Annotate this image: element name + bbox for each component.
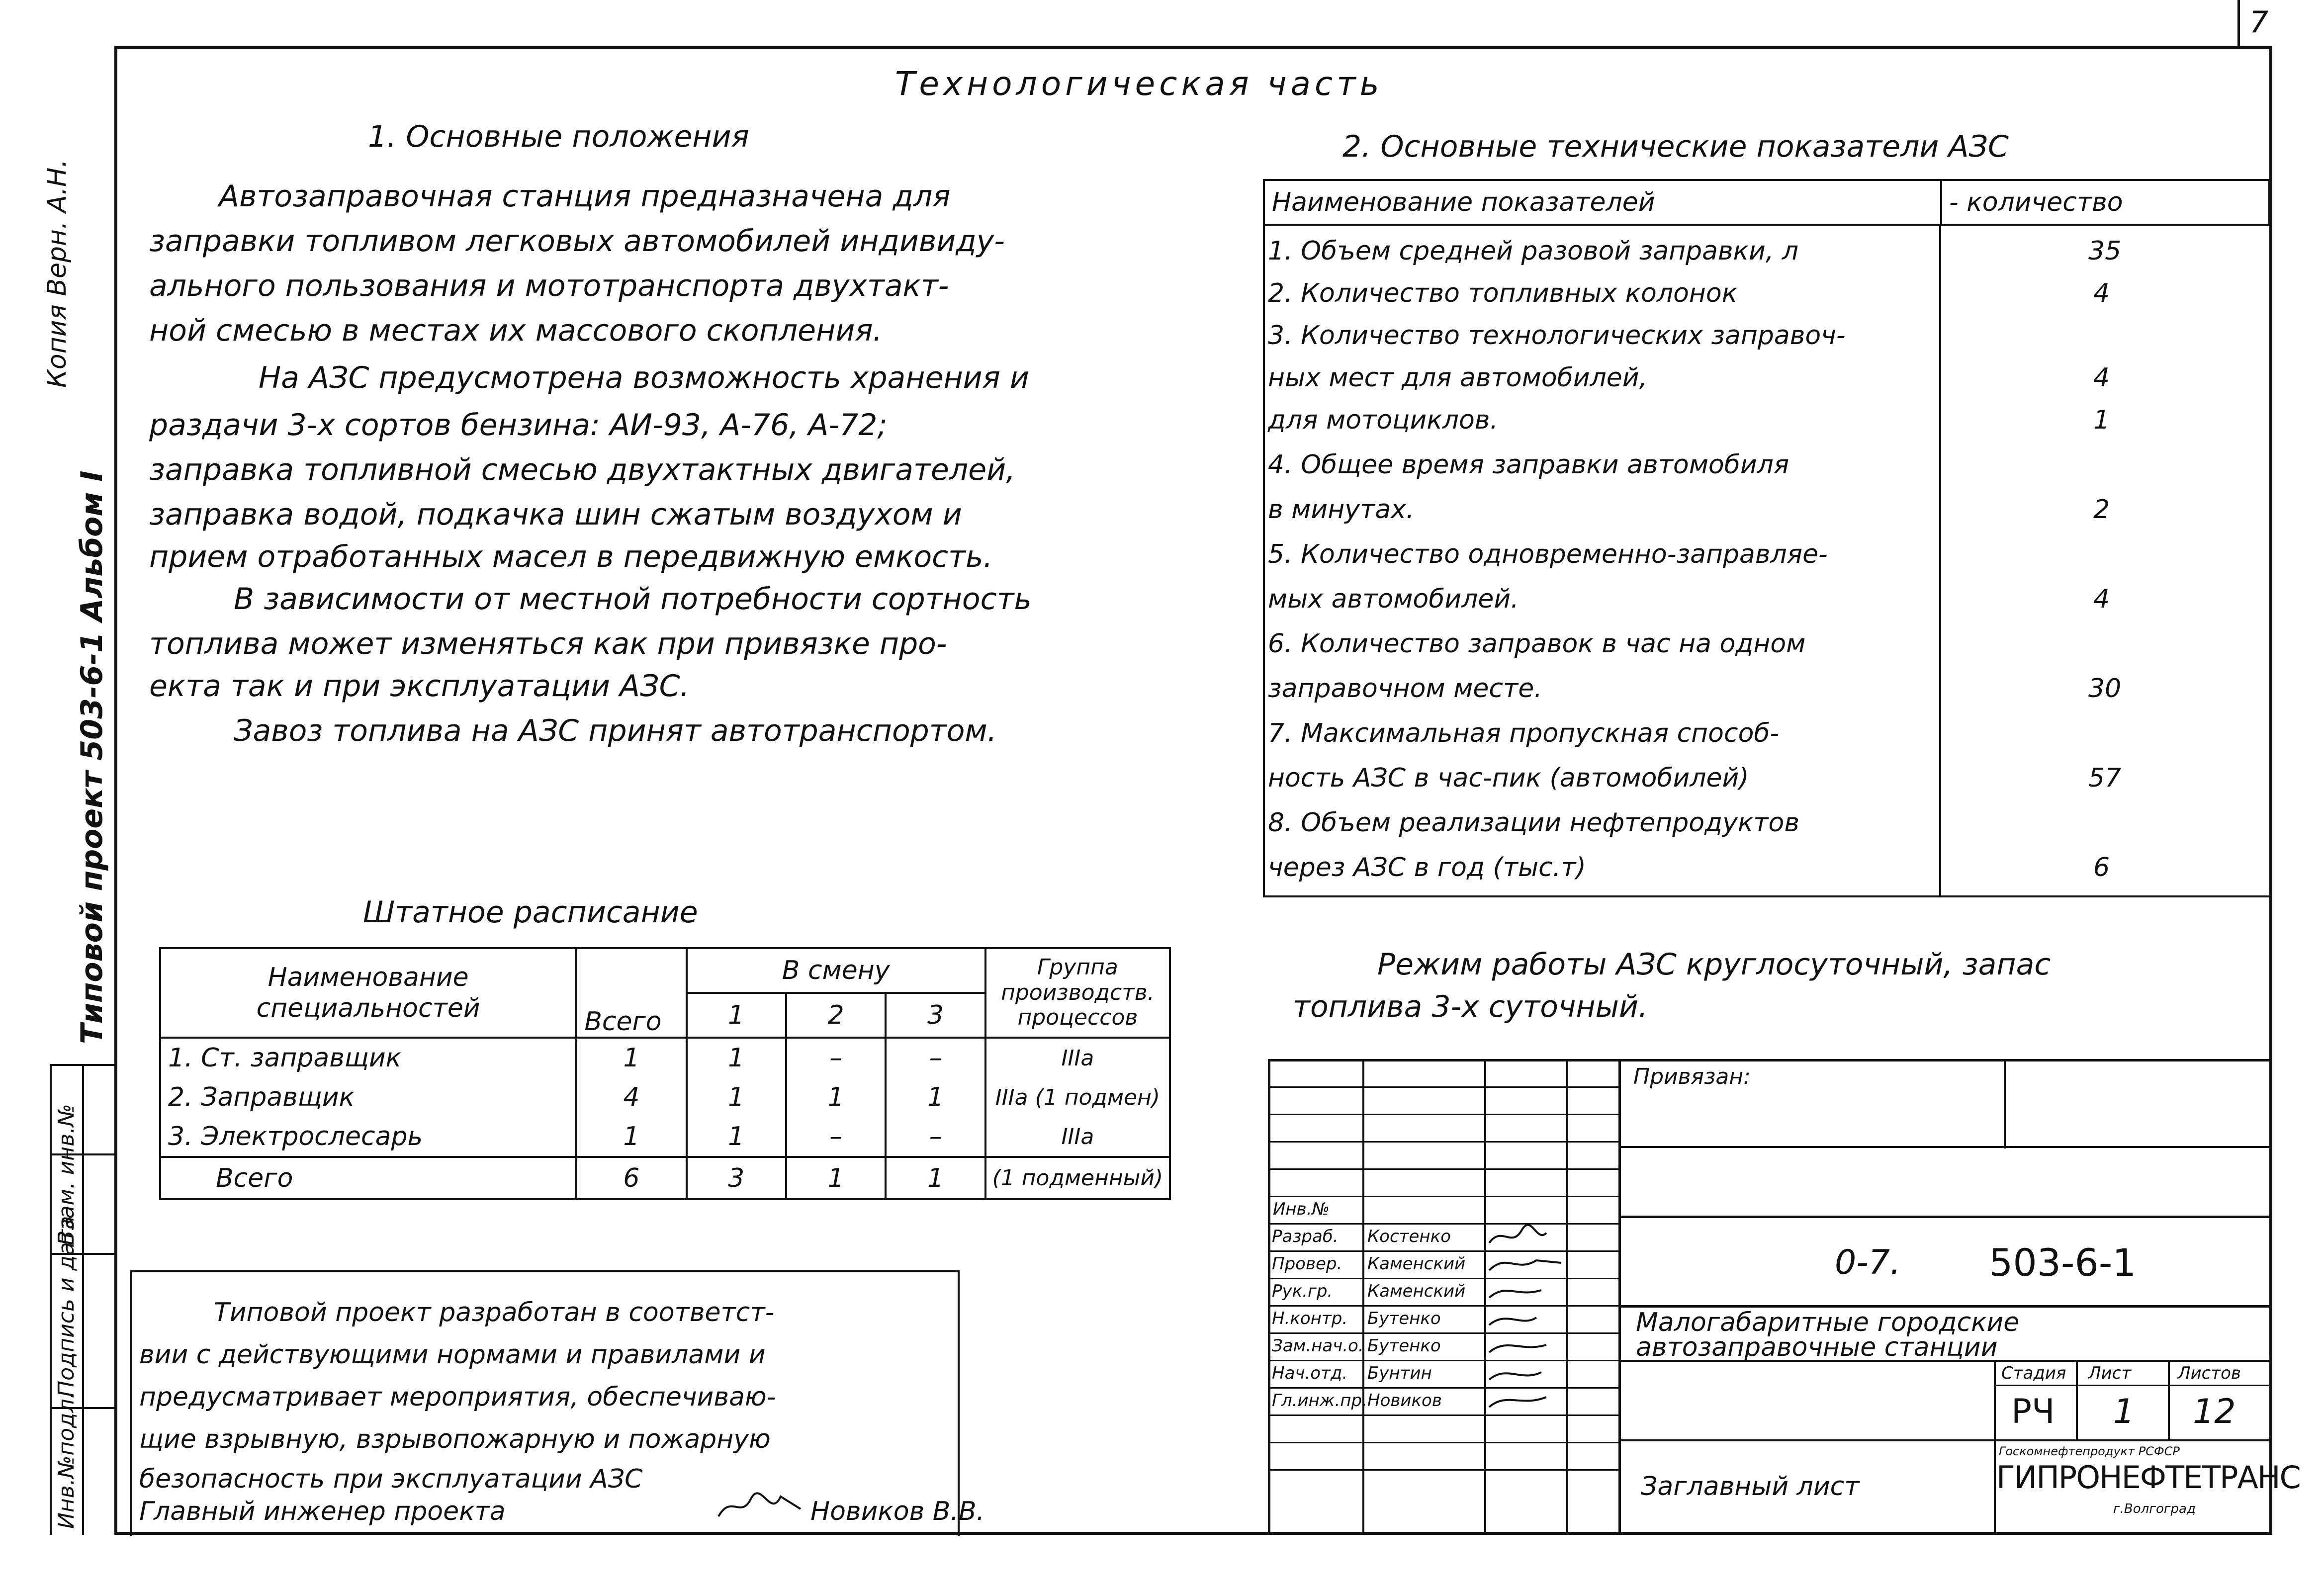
indicators-header-value: - количество bbox=[1941, 180, 2269, 225]
stamp-privyazan: Привязан: bbox=[1633, 1064, 1751, 1089]
stamp-stage-label: Стадия bbox=[2001, 1363, 2066, 1383]
note-line: Типовой проект разработан в соответст- bbox=[214, 1298, 775, 1327]
indicator-name: 1. Объем средней разовой заправки, л bbox=[1268, 236, 1799, 266]
stamp-line bbox=[1268, 1196, 1621, 1197]
indicator-name: 5. Количество одновременно-заправляе- bbox=[1268, 539, 1828, 569]
stamp-sheets-label: Листов bbox=[2178, 1363, 2241, 1383]
staff-shift-number: 1 bbox=[687, 993, 786, 1038]
stamp-line bbox=[1268, 1059, 1270, 1534]
section1-heading: 1. Основные положения bbox=[368, 119, 749, 154]
note-line: безопасность при эксплуатации АЗС bbox=[139, 1464, 643, 1494]
indicator-name: 3. Количество технологических заправоч- bbox=[1268, 321, 1846, 351]
stamp-role: Гл.инж.пр. bbox=[1272, 1391, 1367, 1411]
indicator-name: для мотоциклов. bbox=[1268, 405, 1498, 435]
stamp-person: Каменский bbox=[1367, 1281, 1466, 1301]
staff-col-name-1: Наименование bbox=[268, 962, 469, 992]
section2-heading: 2. Основные технические показатели АЗС bbox=[1342, 129, 2009, 164]
section1-line: заправки топливом легковых автомобилей индивиду- bbox=[149, 224, 1005, 259]
stamp-sheet: 1 bbox=[2113, 1392, 2135, 1431]
stamp-role: Н.контр. bbox=[1272, 1309, 1348, 1328]
indicator-value: 1 bbox=[2093, 405, 2110, 435]
indicator-value: 4 bbox=[2093, 278, 2110, 308]
staff-col-shift: В смену bbox=[687, 948, 985, 993]
stamp-person: Бунтин bbox=[1367, 1363, 1432, 1383]
section1-line: Автозаправочная станция предназначена для bbox=[219, 179, 951, 214]
staff-row bbox=[160, 1038, 1170, 1077]
staff-total: 4 bbox=[576, 1077, 686, 1117]
indicator-value: 2 bbox=[2093, 495, 2110, 525]
page-title: Технологическая часть bbox=[895, 65, 1383, 103]
stamp-line bbox=[2076, 1360, 2078, 1439]
stamp-line bbox=[1268, 1141, 1621, 1143]
staff-col-group-1: Группа bbox=[1037, 955, 1118, 980]
chief-signature bbox=[716, 1489, 805, 1524]
staff-sum-s2: 1 bbox=[786, 1157, 886, 1199]
stamp-object-line1: Малогабаритные городские bbox=[1636, 1308, 2020, 1337]
stamp-person: Бутенко bbox=[1367, 1336, 1441, 1356]
staff-table bbox=[159, 947, 1171, 1200]
staff-col-total bbox=[576, 948, 686, 1038]
staff-col-group-2: производств. bbox=[1001, 979, 1155, 1005]
staff-col-name-2: специальностей bbox=[256, 993, 480, 1023]
staff-sum-total: 6 bbox=[576, 1157, 686, 1199]
staff-name: 3. Электрослесарь bbox=[160, 1117, 576, 1157]
note-line: щие взрывную, взрывопожарную и пожарную bbox=[139, 1424, 771, 1454]
section1-line: На АЗС предусмотрена возможность хранения и bbox=[259, 360, 1029, 395]
indicators-bottom-border bbox=[1263, 895, 2270, 897]
staff-group: IIIа (1 подмен) bbox=[985, 1077, 1170, 1117]
stamp-object-line2: автозаправочные станции bbox=[1636, 1332, 1998, 1362]
staff-col-group-3: процессов bbox=[1017, 1005, 1138, 1031]
staff-s3: – bbox=[886, 1117, 985, 1157]
stamp-line bbox=[1268, 1059, 2270, 1061]
stamp-person: Костенко bbox=[1367, 1227, 1451, 1246]
staff-s1: 1 bbox=[687, 1077, 786, 1117]
stamp-role: Провер. bbox=[1272, 1254, 1342, 1274]
indicator-name: ных мест для автомобилей, bbox=[1268, 363, 1648, 393]
margin-label-sign: Подпись и дата bbox=[54, 1216, 79, 1397]
staff-sum-name: Всего bbox=[160, 1157, 576, 1199]
stamp-line bbox=[1268, 1114, 1621, 1115]
margin-box-line bbox=[82, 1064, 84, 1535]
margin-label-replace: Взам. инв.№ bbox=[54, 1104, 79, 1245]
note-line: предусматривает мероприятия, обеспечиваю- bbox=[139, 1382, 776, 1412]
stamp-role: Разраб. bbox=[1272, 1227, 1339, 1246]
stamp-org-top: Госкомнефтепродукт РСФСР bbox=[1999, 1444, 2180, 1458]
staff-name: 2. Заправщик bbox=[160, 1077, 576, 1117]
stamp-signatures bbox=[1487, 1223, 1616, 1412]
indicators-left-border bbox=[1263, 224, 1265, 897]
indicator-name: 7. Максимальная пропускная способ- bbox=[1268, 718, 1780, 748]
chief-engineer: Главный инженер проекта bbox=[139, 1497, 506, 1526]
stamp-line bbox=[1618, 1146, 2270, 1148]
stamp-role: Зам.нач.о. bbox=[1272, 1336, 1364, 1356]
indicator-value: 6 bbox=[2093, 853, 2110, 883]
stamp-code: 503-6-1 bbox=[1989, 1240, 2137, 1285]
note-line: вии с действующими нормами и правилами и bbox=[139, 1340, 766, 1370]
staff-total: 1 bbox=[576, 1038, 686, 1077]
project-code: Типовой проект 503-6-1 Альбом I bbox=[75, 470, 109, 1044]
stamp-person: Бутенко bbox=[1367, 1309, 1441, 1328]
indicator-value: 57 bbox=[2088, 763, 2122, 793]
staff-group: IIIа bbox=[985, 1117, 1170, 1157]
staff-heading: Штатное расписание bbox=[363, 895, 698, 930]
stamp-sheets: 12 bbox=[2193, 1392, 2236, 1431]
indicator-value: 30 bbox=[2088, 674, 2122, 704]
section1-line: раздачи 3-х сортов бензина: АИ-93, А-76, А-72; bbox=[149, 408, 888, 442]
stamp-role: Рук.гр. bbox=[1272, 1281, 1333, 1301]
stamp-role: Нач.отд. bbox=[1272, 1363, 1348, 1383]
staff-shift-number: 3 bbox=[886, 993, 985, 1038]
stamp-line bbox=[1268, 1442, 1621, 1443]
stamp-line bbox=[1618, 1439, 2270, 1441]
staff-name: 1. Ст. заправщик bbox=[160, 1038, 576, 1077]
copy-note: Копия Верн. А.Н. bbox=[42, 159, 72, 388]
stamp-sheet-label: Лист bbox=[2088, 1363, 2132, 1383]
staff-row bbox=[160, 1117, 1170, 1157]
indicator-value: 4 bbox=[2093, 584, 2110, 614]
indicator-name: 6. Количество заправок в час на одном bbox=[1268, 629, 1806, 659]
staff-group: IIIа bbox=[985, 1038, 1170, 1077]
stamp-person: Новиков bbox=[1367, 1391, 1442, 1411]
staff-col-group bbox=[985, 948, 1170, 1038]
stamp-doc-title: Заглавный лист bbox=[1641, 1472, 1860, 1501]
stamp-line bbox=[1994, 1385, 2270, 1386]
stamp-line bbox=[1484, 1059, 1486, 1534]
stamp-line bbox=[1268, 1414, 1621, 1416]
staff-sum-group: (1 подменный) bbox=[985, 1157, 1170, 1199]
stamp-line bbox=[2168, 1360, 2170, 1439]
indicator-name: 8. Объем реализации нефтепродуктов bbox=[1268, 808, 1799, 838]
staff-shift-number: 2 bbox=[786, 993, 886, 1038]
section1-line: екта так и при эксплуатации АЗС. bbox=[149, 669, 690, 704]
indicator-name: 4. Общее время заправки автомобиля bbox=[1268, 450, 1789, 480]
stamp-stage: РЧ bbox=[2011, 1392, 2055, 1431]
staff-s3: – bbox=[886, 1038, 985, 1077]
margin-box-line bbox=[50, 1064, 52, 1535]
indicators-divider bbox=[1939, 224, 1941, 897]
mode-line2: топлива 3-х суточный. bbox=[1293, 989, 1648, 1024]
stamp-line bbox=[1362, 1059, 1364, 1534]
stamp-code-prefix: 0-7. bbox=[1835, 1243, 1901, 1282]
indicators-header-name: Наименование показателей bbox=[1264, 180, 1941, 225]
staff-total: 1 bbox=[576, 1117, 686, 1157]
stamp-org-city: г.Волгоград bbox=[2113, 1501, 2196, 1516]
margin-label-inv: Инв.№подл. bbox=[54, 1392, 79, 1529]
stamp-line bbox=[1268, 1086, 1621, 1088]
staff-s1: 1 bbox=[687, 1117, 786, 1157]
indicator-value: 4 bbox=[2093, 363, 2110, 393]
stamp-line bbox=[1268, 1469, 1621, 1471]
page-number: 7 bbox=[2249, 5, 2269, 40]
staff-s2: – bbox=[786, 1117, 886, 1157]
chief-name: Новиков В.В. bbox=[810, 1497, 985, 1526]
section1-line: Завоз топлива на АЗС принят автотранспортом. bbox=[234, 713, 997, 748]
staff-col-name bbox=[160, 948, 576, 1038]
staff-row bbox=[160, 1077, 1170, 1117]
section1-line: прием отработанных масел в передвижную емкость. bbox=[149, 539, 993, 574]
indicator-name: в минутах. bbox=[1268, 495, 1415, 525]
section1-line: заправка топливной смесью двухтактных двигателей, bbox=[149, 452, 1016, 487]
stamp-org: ГИПРОНЕФТЕТРАНС bbox=[1996, 1459, 2300, 1496]
staff-s2: 1 bbox=[786, 1077, 886, 1117]
stamp-person: Каменский bbox=[1367, 1254, 1466, 1274]
staff-s3: 1 bbox=[886, 1077, 985, 1117]
mode-line1: Режим работы АЗС круглосуточный, запас bbox=[1377, 947, 2051, 982]
indicator-value: 35 bbox=[2088, 236, 2122, 266]
indicators-table bbox=[1263, 179, 2270, 226]
section1-line: заправка водой, подкачка шин сжатым воздухом и bbox=[149, 497, 962, 532]
staff-col-total-label: Всего bbox=[584, 1007, 662, 1037]
frame-right bbox=[2269, 46, 2272, 1535]
indicator-name: мых автомобилей. bbox=[1268, 584, 1519, 614]
section1-line: ной смесью в местах их массового скопления. bbox=[149, 313, 883, 348]
staff-sum-row bbox=[160, 1157, 1170, 1199]
stamp-inv: Инв.№ bbox=[1273, 1199, 1330, 1219]
staff-s2: – bbox=[786, 1038, 886, 1077]
stamp-line bbox=[2004, 1059, 2006, 1148]
staff-sum-s3: 1 bbox=[886, 1157, 985, 1199]
indicator-name: через АЗС в год (тыс.т) bbox=[1268, 853, 1586, 883]
frame-left bbox=[114, 46, 117, 1535]
staff-sum-s1: 3 bbox=[687, 1157, 786, 1199]
indicator-name: заправочном месте. bbox=[1268, 674, 1542, 704]
section1-line: В зависимости от местной потребности сортность bbox=[234, 582, 1032, 617]
indicator-name: ность АЗС в час-пик (автомобилей) bbox=[1268, 763, 1749, 793]
staff-s1: 1 bbox=[687, 1038, 786, 1077]
indicator-name: 2. Количество топливных колонок bbox=[1268, 278, 1738, 308]
section1-line: топлива может изменяться как при привязке про- bbox=[149, 626, 947, 661]
section1-line: ального пользования и мототранспорта двухтакт- bbox=[149, 268, 949, 303]
stamp-line bbox=[1268, 1168, 1621, 1170]
page-number-divider bbox=[2237, 0, 2240, 46]
frame-top bbox=[114, 46, 2272, 49]
stamp-line bbox=[1618, 1059, 1621, 1534]
stamp-line bbox=[1618, 1216, 2270, 1218]
